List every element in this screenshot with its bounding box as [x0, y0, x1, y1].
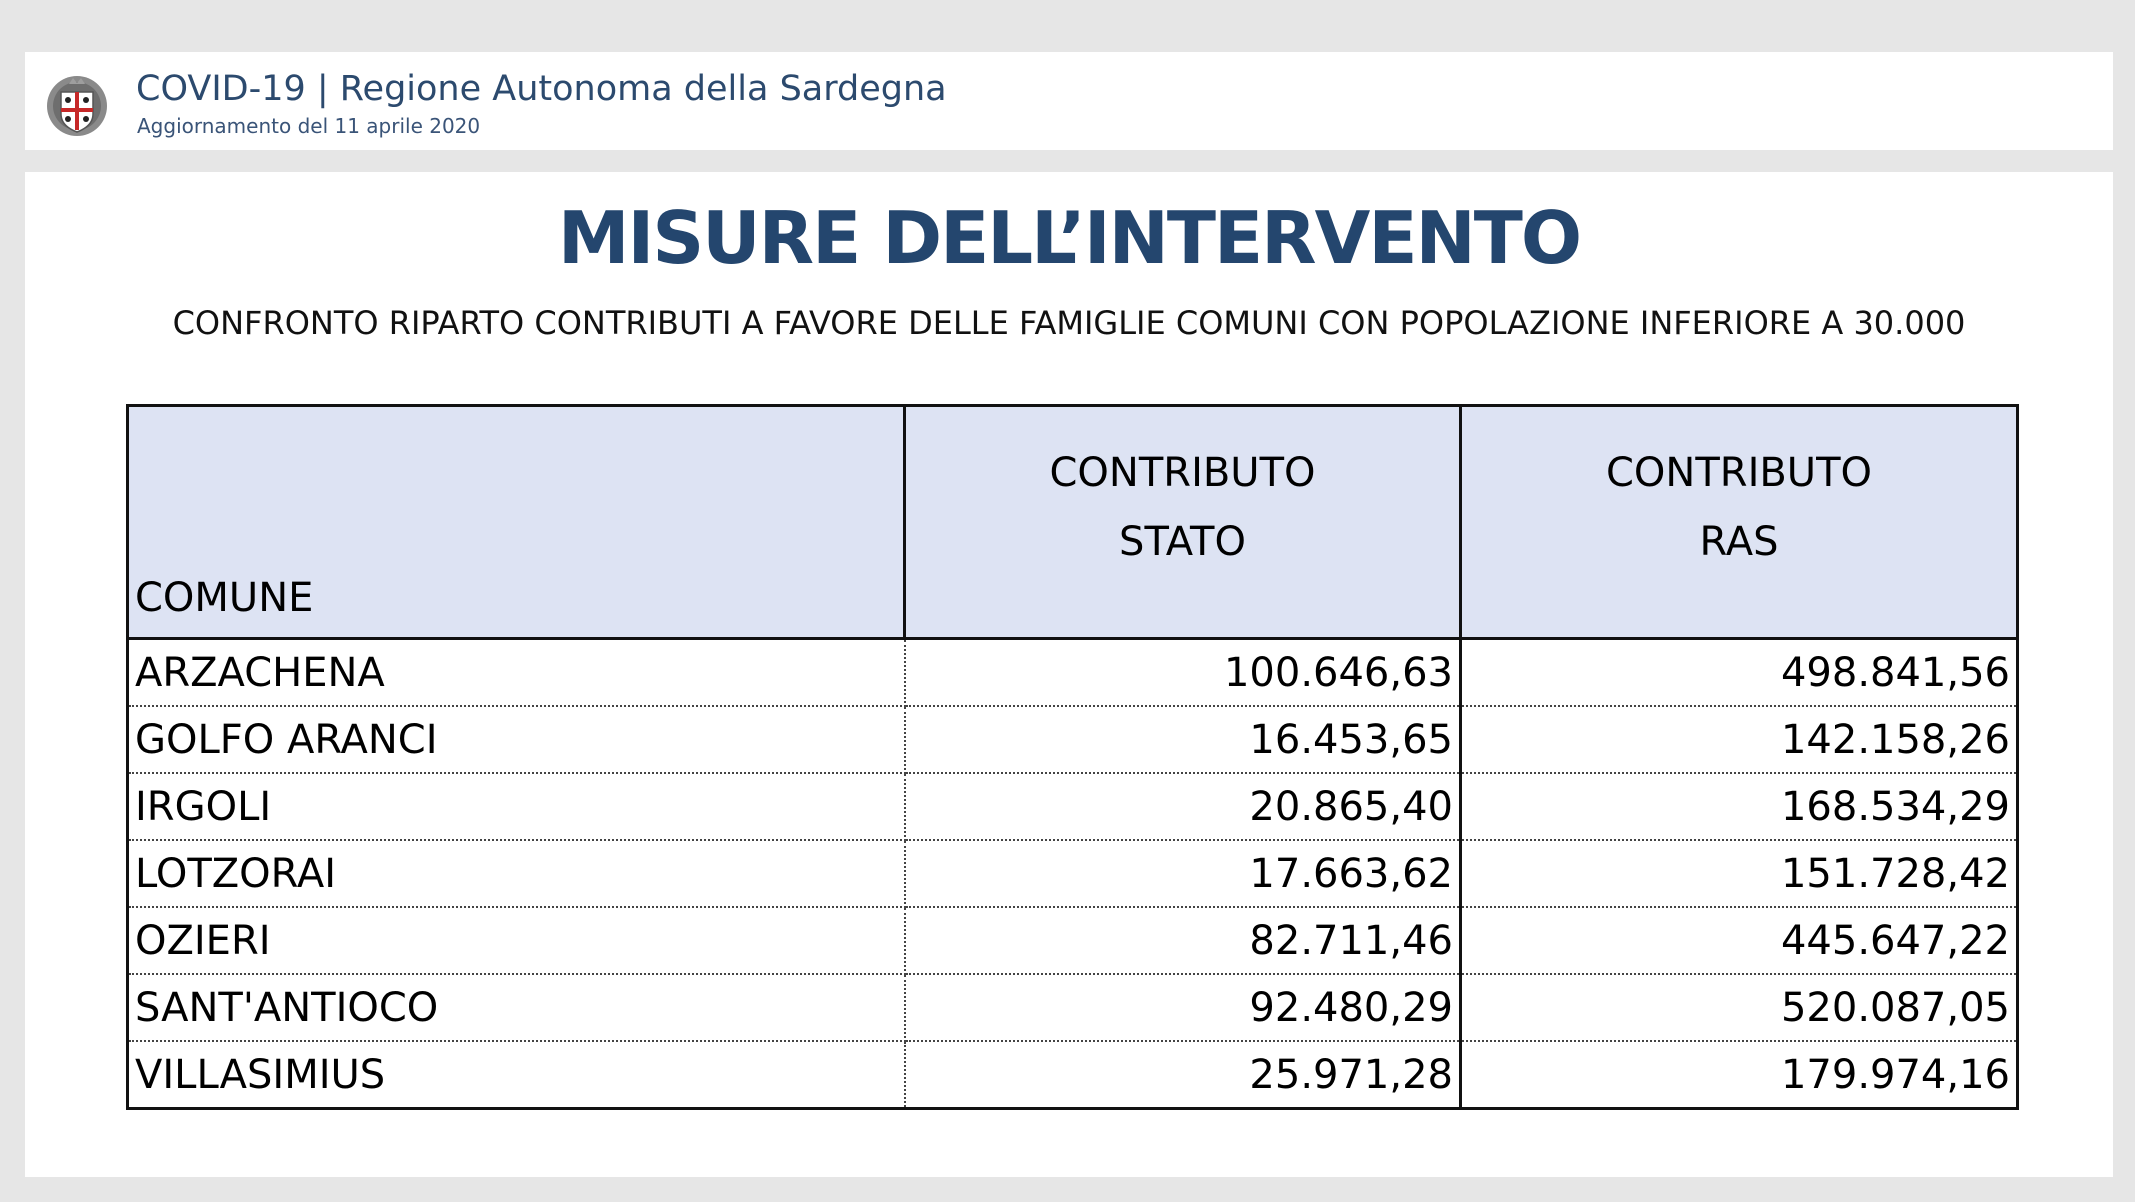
page-subtitle: CONFRONTO RIPARTO CONTRIBUTI A FAVORE DELLE FAMIGLIE COMUNI CON POPOLAZIONE INFERIORE A 30.000: [172, 304, 1966, 342]
table-row: [128, 907, 2018, 974]
table-row: [128, 1041, 2018, 1109]
table-row: [128, 840, 2018, 907]
app-title: COVID-19 | Regione Autonoma della Sardegna: [136, 69, 947, 109]
page-title: MISURE DELL’INTERVENTO: [557, 196, 1581, 280]
cell-contributo-ras: 179.974,16: [1461, 1041, 2018, 1109]
column-header-contributo-ras: [1461, 406, 2018, 639]
table-row: [128, 639, 2018, 707]
cell-contributo-stato: 17.663,62: [905, 840, 1461, 907]
cell-comune: GOLFO ARANCI: [128, 706, 905, 773]
cell-comune: VILLASIMIUS: [128, 1041, 905, 1109]
table-row: [128, 773, 2018, 840]
cell-contributo-ras: 151.728,42: [1461, 840, 2018, 907]
cell-comune: IRGOLI: [128, 773, 905, 840]
column-header-stato-line2: STATO: [1119, 519, 1246, 565]
cell-contributo-stato: 25.971,28: [905, 1041, 1461, 1109]
header-band: [25, 52, 2113, 150]
update-date: Aggiornamento del 11 aprile 2020: [137, 114, 481, 138]
column-header-ras-line2: RAS: [1699, 519, 1779, 565]
cell-comune: LOTZORAI: [128, 840, 905, 907]
content-panel: [25, 172, 2113, 1177]
table-header-row: [128, 406, 2018, 639]
cell-contributo-ras: 498.841,56: [1461, 639, 2018, 707]
cell-contributo-stato: 82.711,46: [905, 907, 1461, 974]
column-header-contributo-stato: [905, 406, 1461, 639]
column-header-stato-line1: CONTRIBUTO: [1049, 450, 1316, 496]
sardinia-coat-of-arms-icon: [41, 70, 113, 142]
column-header-comune-label: COMUNE: [135, 575, 314, 621]
cell-comune: ARZACHENA: [128, 639, 905, 707]
cell-contributo-stato: 92.480,29: [905, 974, 1461, 1041]
contributions-table: [126, 404, 2019, 1110]
cell-contributo-ras: 142.158,26: [1461, 706, 2018, 773]
cell-contributo-ras: 168.534,29: [1461, 773, 2018, 840]
cell-contributo-stato: 100.646,63: [905, 639, 1461, 707]
column-header-comune: [128, 406, 905, 639]
table-row: [128, 974, 2018, 1041]
table-row: [128, 706, 2018, 773]
cell-contributo-stato: 20.865,40: [905, 773, 1461, 840]
cell-contributo-ras: 520.087,05: [1461, 974, 2018, 1041]
column-header-ras-line1: CONTRIBUTO: [1606, 450, 1872, 496]
cell-comune: OZIERI: [128, 907, 905, 974]
cell-contributo-ras: 445.647,22: [1461, 907, 2018, 974]
cell-comune: SANT'ANTIOCO: [128, 974, 905, 1041]
cell-contributo-stato: 16.453,65: [905, 706, 1461, 773]
